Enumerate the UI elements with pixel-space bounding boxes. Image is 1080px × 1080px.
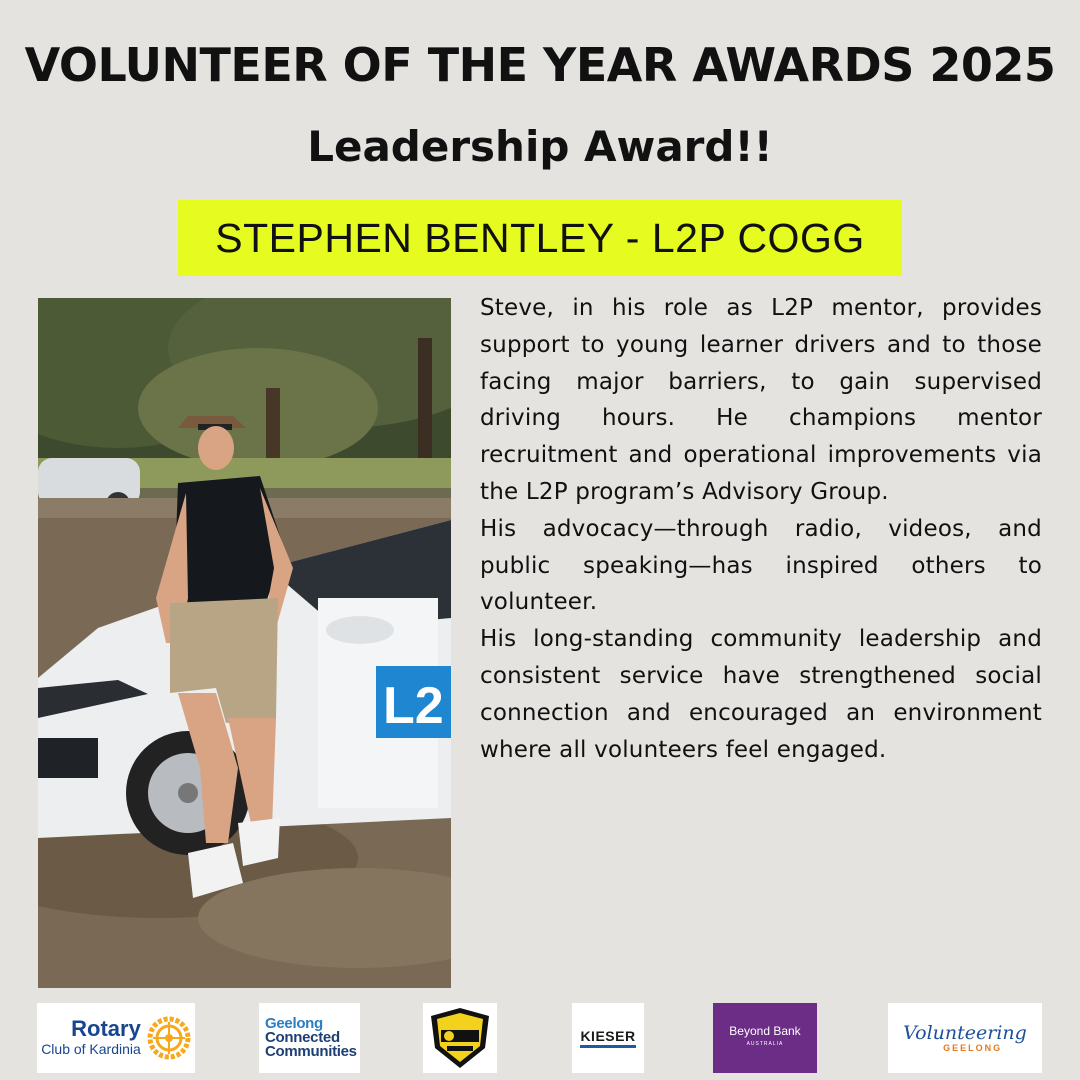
bio-paragraph: His advocacy—through radio, videos, and public speaking—has inspired others to volunteer.	[480, 515, 1042, 616]
beyond-bank-logo	[713, 1003, 817, 1073]
kieser-word: KIESER	[580, 1028, 635, 1048]
volunteering-sub: GEELONG	[943, 1042, 1003, 1053]
rotary-word: Rotary	[71, 1016, 141, 1041]
rotary-logo	[37, 1003, 195, 1073]
security-logo	[423, 1003, 497, 1073]
bio-paragraph: Steve, in his role as L2P mentor, provides support to young learner drivers and to those facing major barriers, to gain supervised driving hours. He champions mentor recruitment and operational improvements via the L2P program’s Advisory Group.	[480, 295, 1042, 505]
recipient-name-banner: STEPHEN BENTLEY - L2P COGG	[178, 200, 902, 276]
geelong-line3: Communities	[265, 1043, 357, 1060]
kieser-logo	[572, 1003, 644, 1073]
beyond-bank-sub: AUSTRALIA	[746, 1041, 784, 1047]
geelong-connected-communities-logo	[259, 1003, 360, 1073]
geelong-line1: Geelong	[265, 1015, 323, 1032]
volunteering-geelong-logo	[888, 1003, 1042, 1073]
award-title: VOLUNTEER OF THE YEAR AWARDS 2025	[24, 38, 1056, 92]
security-shield-icon	[427, 1006, 493, 1070]
car-l2p-sign: L2	[383, 677, 444, 735]
volunteering-word: Volunteering	[903, 1021, 1027, 1044]
rotary-wheel-icon	[147, 1016, 191, 1060]
beyond-bank-word: Beyond Bank	[729, 1024, 801, 1038]
recipient-bio	[480, 290, 1042, 768]
sponsor-logos	[0, 1003, 1080, 1073]
award-category: Leadership Award!!	[307, 122, 773, 171]
bio-paragraph: His long-standing community leadership and consistent service have strengthened social connection and encouraged an environment where all volunteers feel engaged.	[480, 626, 1042, 763]
geelong-line2: Connected	[265, 1029, 340, 1046]
rotary-sub: Club of Kardinia	[41, 1041, 141, 1057]
recipient-photo	[38, 298, 451, 988]
